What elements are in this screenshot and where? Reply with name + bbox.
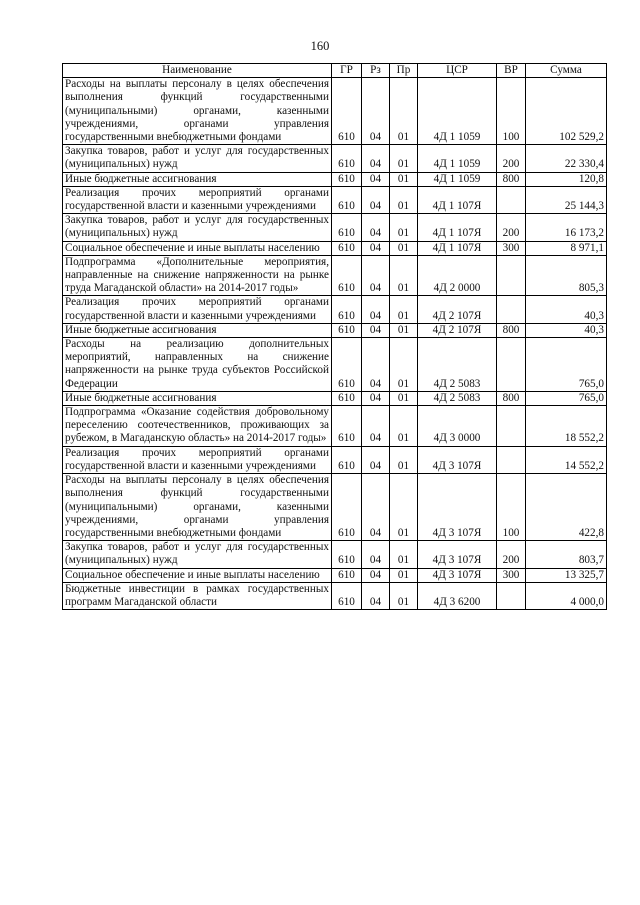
cell-sum: 803,7 [526,541,607,568]
budget-table [62,63,607,610]
cell-gr: 610 [332,214,362,241]
cell-name: Подпрограмма «Дополнительные мероприятия, направленные на снижение напряженности на рынке труда Магаданской области» на 2014-2017 годы» [63,255,332,296]
cell-vr [497,186,526,213]
cell-sum: 120,8 [526,172,607,186]
cell-gr: 610 [332,446,362,473]
table-row [63,241,607,255]
cell-gr: 610 [332,568,362,582]
cell-csr: 4Д 2 5083 [418,338,497,392]
cell-vr: 100 [497,78,526,145]
cell-name: Расходы на реализацию дополнительных мероприятий, направленных на снижение напряженности на рынке труда субъектов Российской Федерации [63,338,332,392]
cell-rz: 04 [362,338,390,392]
table-row [63,145,607,172]
cell-name: Реализация прочих мероприятий органами государственной власти и казенными учреждениями [63,446,332,473]
cell-sum: 765,0 [526,391,607,405]
cell-vr [497,338,526,392]
cell-sum: 8 971,1 [526,241,607,255]
cell-sum: 18 552,2 [526,406,607,447]
cell-rz: 04 [362,582,390,609]
page-number: 160 [310,39,330,53]
cell-csr: 4Д 2 5083 [418,391,497,405]
cell-pr: 01 [390,406,418,447]
table-row [63,541,607,568]
cell-csr: 4Д 3 6200 [418,582,497,609]
header-csr: ЦСР [418,64,497,78]
cell-gr: 610 [332,255,362,296]
cell-gr: 610 [332,338,362,392]
cell-sum: 25 144,3 [526,186,607,213]
cell-vr [497,406,526,447]
cell-vr: 200 [497,145,526,172]
cell-sum: 4 000,0 [526,582,607,609]
cell-gr: 610 [332,474,362,541]
cell-pr: 01 [390,78,418,145]
cell-vr [497,446,526,473]
cell-sum: 102 529,2 [526,78,607,145]
cell-rz: 04 [362,296,390,323]
cell-sum: 16 173,2 [526,214,607,241]
cell-name: Реализация прочих мероприятий органами государственной власти и казенными учреждениями [63,186,332,213]
cell-csr: 4Д 1 1059 [418,172,497,186]
cell-name: Бюджетные инвестиции в рамках государственных программ Магаданской области [63,582,332,609]
cell-name: Расходы на выплаты персоналу в целях обеспечения выполнения функций государственными (муниципальными) органами, казенными учреждениями, органами управления государственными внебюджетными фондами [63,78,332,145]
cell-pr: 01 [390,582,418,609]
cell-csr: 4Д 1 107Я [418,186,497,213]
header-vr: ВР [497,64,526,78]
table-row [63,338,607,392]
cell-rz: 04 [362,241,390,255]
cell-csr: 4Д 1 1059 [418,78,497,145]
table-row [63,406,607,447]
cell-vr: 800 [497,172,526,186]
cell-sum: 40,3 [526,323,607,337]
table-row [63,186,607,213]
cell-sum: 14 552,2 [526,446,607,473]
table-row [63,474,607,541]
table-row [63,391,607,405]
cell-name: Социальное обеспечение и иные выплаты населению [63,241,332,255]
cell-pr: 01 [390,391,418,405]
cell-pr: 01 [390,568,418,582]
cell-rz: 04 [362,406,390,447]
cell-sum: 13 325,7 [526,568,607,582]
cell-vr [497,255,526,296]
cell-gr: 610 [332,296,362,323]
table-row [63,296,607,323]
cell-vr: 200 [497,541,526,568]
cell-csr: 4Д 3 0000 [418,406,497,447]
cell-name: Закупка товаров, работ и услуг для государственных (муниципальных) нужд [63,214,332,241]
cell-rz: 04 [362,172,390,186]
table-row [63,214,607,241]
cell-gr: 610 [332,541,362,568]
header-gr: ГР [332,64,362,78]
cell-name: Иные бюджетные ассигнования [63,323,332,337]
cell-gr: 610 [332,391,362,405]
cell-csr: 4Д 3 107Я [418,568,497,582]
cell-pr: 01 [390,474,418,541]
cell-pr: 01 [390,296,418,323]
cell-name: Подпрограмма «Оказание содействия добровольному переселению соотечественников, проживающих за рубежом, в Магаданскую область» на 2014-2017 годы» [63,406,332,447]
cell-sum: 765,0 [526,338,607,392]
cell-pr: 01 [390,255,418,296]
table-row [63,255,607,296]
cell-csr: 4Д 1 1059 [418,145,497,172]
header-pr: Пр [390,64,418,78]
cell-rz: 04 [362,541,390,568]
cell-vr [497,296,526,323]
cell-rz: 04 [362,446,390,473]
cell-name: Закупка товаров, работ и услуг для государственных (муниципальных) нужд [63,145,332,172]
cell-pr: 01 [390,241,418,255]
cell-csr: 4Д 3 107Я [418,474,497,541]
cell-name: Иные бюджетные ассигнования [63,172,332,186]
header-name: Наименование [63,64,332,78]
header-sum: Сумма [526,64,607,78]
cell-sum: 40,3 [526,296,607,323]
cell-rz: 04 [362,186,390,213]
cell-vr: 800 [497,391,526,405]
cell-vr: 300 [497,568,526,582]
cell-rz: 04 [362,323,390,337]
table-row [63,172,607,186]
cell-csr: 4Д 3 107Я [418,541,497,568]
cell-csr: 4Д 1 107Я [418,214,497,241]
cell-pr: 01 [390,446,418,473]
cell-csr: 4Д 2 107Я [418,323,497,337]
cell-name: Закупка товаров, работ и услуг для государственных (муниципальных) нужд [63,541,332,568]
cell-rz: 04 [362,568,390,582]
cell-name: Социальное обеспечение и иные выплаты населению [63,568,332,582]
cell-gr: 610 [332,582,362,609]
cell-gr: 610 [332,406,362,447]
table-row [63,446,607,473]
cell-gr: 610 [332,78,362,145]
cell-pr: 01 [390,145,418,172]
table-row [63,78,607,145]
table-row [63,568,607,582]
cell-gr: 610 [332,241,362,255]
cell-name: Иные бюджетные ассигнования [63,391,332,405]
cell-rz: 04 [362,255,390,296]
cell-vr [497,582,526,609]
cell-sum: 422,8 [526,474,607,541]
cell-gr: 610 [332,172,362,186]
cell-gr: 610 [332,323,362,337]
cell-csr: 4Д 2 0000 [418,255,497,296]
cell-pr: 01 [390,323,418,337]
header-rz: Рз [362,64,390,78]
cell-pr: 01 [390,186,418,213]
cell-vr: 100 [497,474,526,541]
cell-gr: 610 [332,145,362,172]
cell-rz: 04 [362,145,390,172]
cell-pr: 01 [390,172,418,186]
cell-name: Расходы на выплаты персоналу в целях обеспечения выполнения функций государственными (муниципальными) органами, казенными учреждениями, органами управления государственными внебюджетными фондами [63,474,332,541]
cell-csr: 4Д 1 107Я [418,241,497,255]
cell-rz: 04 [362,391,390,405]
cell-gr: 610 [332,186,362,213]
table-row [63,323,607,337]
cell-vr: 200 [497,214,526,241]
cell-name: Реализация прочих мероприятий органами государственной власти и казенными учреждениями [63,296,332,323]
cell-pr: 01 [390,338,418,392]
cell-csr: 4Д 2 107Я [418,296,497,323]
cell-vr: 800 [497,323,526,337]
cell-csr: 4Д 3 107Я [418,446,497,473]
cell-rz: 04 [362,474,390,541]
cell-rz: 04 [362,214,390,241]
cell-sum: 22 330,4 [526,145,607,172]
cell-sum: 805,3 [526,255,607,296]
cell-pr: 01 [390,541,418,568]
cell-pr: 01 [390,214,418,241]
cell-rz: 04 [362,78,390,145]
table-header-row [63,64,607,78]
cell-vr: 300 [497,241,526,255]
table-row [63,582,607,609]
